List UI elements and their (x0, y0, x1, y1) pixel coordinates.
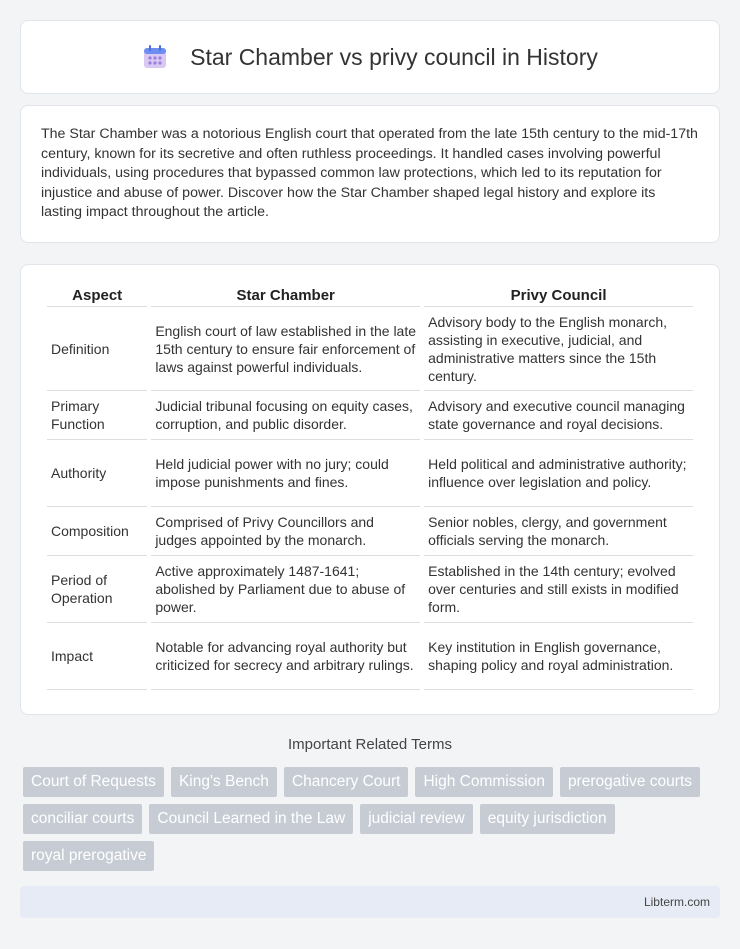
related-term-tag[interactable]: judicial review (360, 804, 472, 834)
calendar-icon (142, 44, 168, 70)
related-term-tag[interactable]: Court of Requests (23, 767, 164, 797)
aspect-cell: Period of Operation (47, 556, 147, 623)
privy-council-cell: Key institution in English governance, shaping policy and royal administration. (424, 623, 693, 690)
comparison-table (43, 285, 697, 690)
table-row (47, 391, 693, 440)
header-star-chamber: Star Chamber (151, 285, 420, 307)
related-term-tag[interactable]: prerogative courts (560, 767, 700, 797)
table-row (47, 507, 693, 556)
table-row (47, 623, 693, 690)
star-chamber-cell: Comprised of Privy Councillors and judges appointed by the monarch. (151, 507, 420, 556)
privy-council-cell: Held political and administrative authority; influence over legislation and policy. (424, 440, 693, 507)
star-chamber-cell: Active approximately 1487-1641; abolished by Parliament due to abuse of power. (151, 556, 420, 623)
header-aspect: Aspect (47, 285, 147, 307)
privy-council-cell: Senior nobles, clergy, and government officials serving the monarch. (424, 507, 693, 556)
star-chamber-cell: Judicial tribunal focusing on equity cases, corruption, and public disorder. (151, 391, 420, 440)
related-term-tag[interactable]: equity jurisdiction (480, 804, 615, 834)
aspect-cell: Composition (47, 507, 147, 556)
star-chamber-cell: Held judicial power with no jury; could impose punishments and fines. (151, 440, 420, 507)
intro-card (20, 105, 720, 243)
page-title: Star Chamber vs privy council in History (190, 43, 598, 70)
related-terms-title: Important Related Terms (288, 736, 452, 753)
related-term-tag[interactable]: Chancery Court (284, 767, 409, 797)
table-row (47, 307, 693, 391)
aspect-cell: Authority (47, 440, 147, 507)
related-term-tag[interactable]: conciliar courts (23, 804, 142, 834)
related-term-tag[interactable]: King's Bench (171, 767, 277, 797)
title-card (20, 20, 720, 94)
aspect-cell: Definition (47, 307, 147, 391)
related-term-tag[interactable]: Council Learned in the Law (149, 804, 353, 834)
privy-council-cell: Established in the 14th century; evolved over centuries and still exists in modified form. (424, 556, 693, 623)
privy-council-cell: Advisory body to the English monarch, assisting in executive, judicial, and administrative matters since the 15th century. (424, 307, 693, 391)
aspect-cell: Primary Function (47, 391, 147, 440)
table-row (47, 556, 693, 623)
table-row (47, 440, 693, 507)
footer (20, 886, 720, 918)
aspect-cell: Impact (47, 623, 147, 690)
star-chamber-cell: Notable for advancing royal authority but criticized for secrecy and arbitrary rulings. (151, 623, 420, 690)
related-term-tag[interactable]: High Commission (415, 767, 552, 797)
footer-site-link[interactable]: Libterm.com (643, 895, 710, 909)
intro-text: The Star Chamber was a notorious English court that operated from the late 15th century to the mid-17th century, known for its secretive and often ruthless proceedings. It handled cases involving powerful individuals, using procedures that bypassed common law protections, which led to its reputation for injustice and abuse of power. Discover how the Star Chamber shaped legal history and explore its lasting impact throughout the article. (41, 126, 698, 221)
table-header-row (47, 285, 693, 307)
privy-council-cell: Advisory and executive council managing state governance and royal decisions. (424, 391, 693, 440)
related-terms-list (23, 767, 723, 871)
comparison-card (20, 264, 720, 715)
header-privy-council: Privy Council (424, 285, 693, 307)
star-chamber-cell: English court of law established in the late 15th century to ensure fair enforcement of laws against powerful individuals. (151, 307, 420, 391)
related-term-tag[interactable]: royal prerogative (23, 841, 154, 871)
